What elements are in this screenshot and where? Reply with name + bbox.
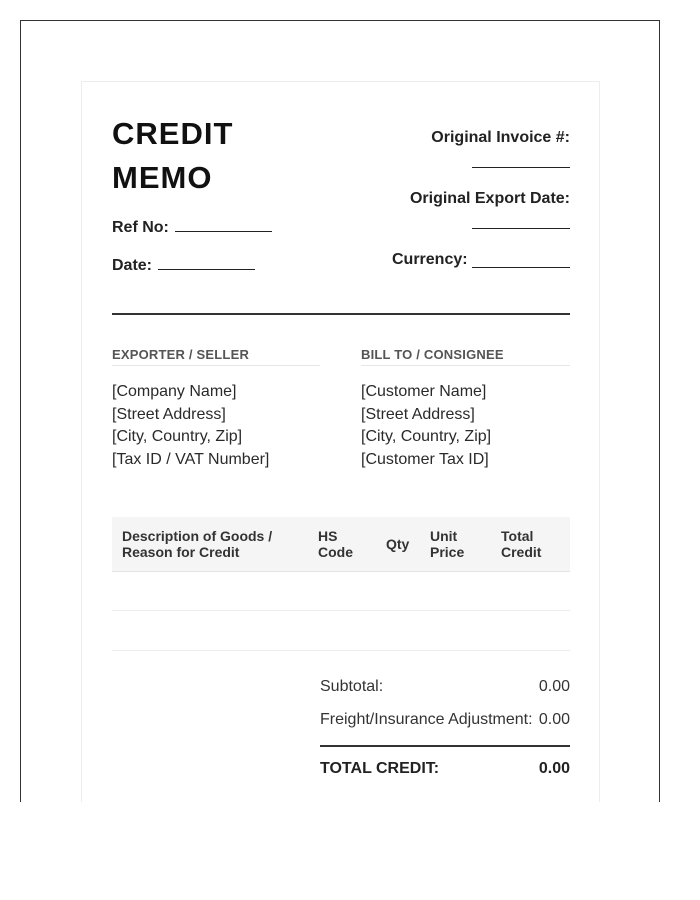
totals-divider	[320, 745, 570, 747]
exporter-line: [City, Country, Zip]	[112, 428, 243, 446]
col-unit-line2: Price	[430, 544, 465, 560]
col-unit-line1: Unit	[430, 528, 458, 544]
original-export-date-label: Original Export Date:	[409, 190, 570, 207]
col-description-header	[122, 528, 272, 560]
consignee-heading-rule	[361, 365, 570, 366]
exporter-heading: EXPORTER / SELLER	[112, 347, 250, 362]
title-line-1: CREDIT	[112, 116, 234, 151]
col-description-line2: Reason for Credit	[122, 544, 240, 560]
header-divider	[112, 313, 570, 315]
col-hs-code-header	[318, 528, 353, 560]
ref-no-label: Ref No:	[112, 219, 169, 236]
date-label: Date:	[112, 257, 153, 274]
exporter-line: [Street Address]	[112, 405, 226, 423]
total-credit-value: 0.00	[538, 760, 570, 777]
currency-blank[interactable]	[472, 267, 570, 268]
currency-field	[392, 251, 468, 269]
original-export-date-blank[interactable]	[472, 228, 570, 229]
consignee-line: [Customer Name]	[361, 383, 487, 400]
table-row-divider	[112, 610, 570, 611]
col-hs-line1: HS	[318, 528, 338, 544]
exporter-address	[112, 381, 269, 472]
date-blank[interactable]	[158, 268, 255, 270]
ref-no-blank[interactable]	[175, 230, 272, 232]
exporter-heading-rule	[112, 365, 320, 366]
consignee-heading: BILL TO / CONSIGNEE	[361, 347, 504, 362]
date-field	[112, 257, 255, 275]
exporter-line: [Tax ID / VAT Number]	[112, 451, 270, 469]
col-total-credit-header	[501, 528, 541, 560]
col-qty-header: Qty	[386, 536, 410, 552]
consignee-line: [City, Country, Zip]	[361, 428, 492, 446]
col-total-line1: Total	[501, 528, 534, 544]
ref-no-field	[112, 219, 272, 237]
consignee-address	[361, 381, 491, 472]
consignee-line: [Street Address]	[361, 405, 475, 423]
original-invoice-label: Original Invoice #:	[431, 129, 570, 146]
table-row-divider	[112, 650, 570, 651]
col-hs-line2: Code	[318, 544, 353, 560]
col-description-line1: Description of Goods /	[122, 528, 273, 544]
exporter-line: [Company Name]	[112, 383, 237, 400]
subtotal-value: 0.00	[538, 678, 570, 695]
currency-label: Currency:	[392, 251, 468, 268]
col-total-line2: Credit	[501, 544, 542, 560]
col-unit-price-header	[430, 528, 464, 560]
freight-adjustment-label: Freight/Insurance Adjustment:	[320, 711, 533, 728]
original-invoice-blank[interactable]	[472, 167, 570, 168]
document-title	[112, 112, 233, 200]
total-credit-label: TOTAL CREDIT:	[320, 760, 440, 777]
freight-adjustment-value: 0.00	[538, 711, 570, 728]
title-line-2: MEMO	[112, 160, 213, 195]
subtotal-label: Subtotal:	[320, 678, 384, 695]
consignee-line: [Customer Tax ID]	[361, 451, 489, 469]
